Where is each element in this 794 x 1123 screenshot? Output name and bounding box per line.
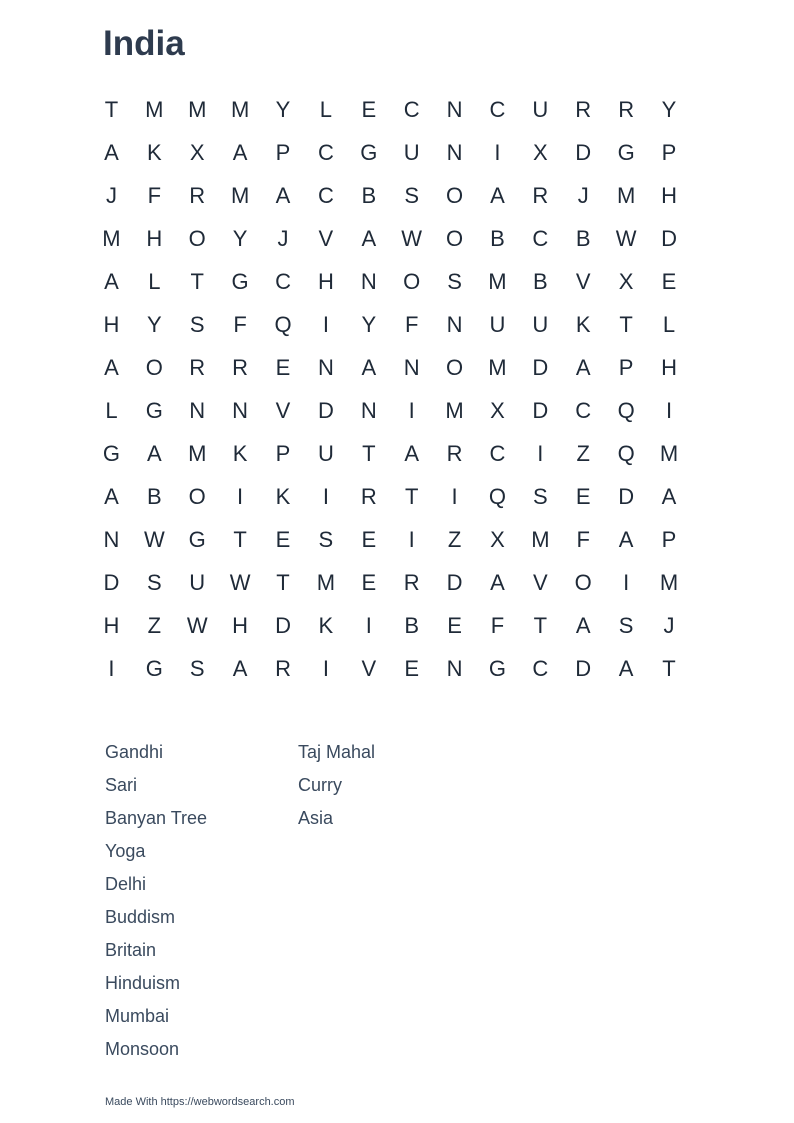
grid-letter: C: [489, 440, 506, 466]
grid-letter: D: [532, 354, 549, 380]
grid-letter: W: [143, 526, 165, 552]
grid-letter: R: [446, 440, 463, 466]
grid-letter: D: [103, 569, 120, 595]
grid-letter: F: [147, 182, 162, 208]
word-list-item: Delhi: [105, 874, 147, 894]
grid-letter: O: [446, 354, 464, 380]
grid-letter: I: [322, 655, 329, 681]
grid-letter: F: [404, 311, 419, 337]
grid-letter: J: [577, 182, 589, 208]
grid-letter: X: [490, 397, 505, 423]
grid-letter: A: [490, 182, 505, 208]
grid-letter: N: [446, 139, 463, 165]
grid-letter: D: [618, 483, 635, 509]
grid-letter: O: [574, 569, 592, 595]
grid-letter: G: [188, 526, 206, 552]
grid-letter: R: [618, 96, 635, 122]
word-list-item: Hinduism: [105, 973, 181, 993]
grid-letter: S: [189, 655, 205, 681]
grid-row: [90, 475, 691, 518]
grid-letter: Y: [661, 96, 677, 122]
grid-letter: B: [490, 225, 505, 251]
grid-letter: E: [275, 354, 291, 380]
grid-letter: A: [618, 655, 634, 681]
grid-letter: L: [148, 268, 161, 294]
grid-letter: D: [446, 569, 463, 595]
grid-row: [90, 518, 691, 561]
word-list-item: Taj Mahal: [298, 742, 376, 762]
grid-row: [90, 561, 691, 604]
grid-letter: N: [360, 268, 377, 294]
grid-letter: N: [446, 655, 463, 681]
grid-letter: P: [275, 139, 291, 165]
grid-letter: C: [575, 397, 592, 423]
grid-letter: A: [232, 655, 248, 681]
grid-row: [90, 303, 691, 346]
grid-letter: A: [232, 139, 248, 165]
grid-letter: C: [532, 655, 549, 681]
grid-letter: T: [104, 96, 119, 122]
grid-row: [90, 88, 691, 131]
grid-letter: U: [317, 440, 334, 466]
grid-letter: I: [537, 440, 544, 466]
grid-letter: T: [233, 526, 247, 552]
grid-letter: T: [362, 440, 376, 466]
grid-letter: R: [532, 182, 549, 208]
grid-letter: M: [659, 569, 679, 595]
word-list-item: Mumbai: [105, 1006, 170, 1026]
grid-letter: L: [105, 397, 118, 423]
grid-letter: I: [365, 612, 372, 638]
grid-row: [90, 346, 691, 389]
grid-row: [90, 389, 691, 432]
grid-letter: T: [190, 268, 204, 294]
grid-letter: D: [275, 612, 291, 638]
grid-letter: F: [233, 311, 247, 337]
grid-letter: G: [617, 139, 635, 165]
grid-letter: B: [146, 483, 162, 509]
grid-letter: S: [533, 483, 548, 509]
grid-letter: X: [189, 139, 205, 165]
word-list-item: Curry: [298, 775, 342, 795]
grid-letter: A: [618, 526, 634, 552]
grid-letter: S: [146, 569, 162, 595]
grid-letter: E: [661, 268, 677, 294]
grid-letter: M: [531, 526, 550, 552]
grid-letter: H: [661, 182, 677, 208]
grid-letter: I: [451, 483, 458, 509]
grid-row: [90, 604, 691, 647]
grid-letter: L: [662, 311, 676, 337]
word-list-item: Banyan Tree: [105, 808, 208, 828]
grid-letter: R: [360, 483, 377, 509]
grid-letter: Q: [488, 483, 507, 509]
grid-letter: P: [275, 440, 291, 466]
grid-letter: T: [276, 569, 290, 595]
grid-letter: A: [275, 182, 291, 208]
grid-letter: T: [619, 311, 633, 337]
grid-letter: M: [230, 182, 250, 208]
grid-letter: E: [275, 526, 291, 552]
grid-letter: A: [575, 612, 591, 638]
grid-letter: O: [403, 268, 421, 294]
grid-letter: P: [618, 354, 634, 380]
grid-letter: S: [404, 182, 420, 208]
grid-letter: C: [403, 96, 420, 122]
grid-letter: V: [318, 225, 334, 251]
word-list-item: Gandhi: [105, 742, 164, 762]
grid-letter: Y: [232, 225, 248, 251]
grid-letter: A: [361, 225, 377, 251]
grid-row: [90, 217, 691, 260]
grid-letter: E: [447, 612, 462, 638]
grid-letter: S: [618, 612, 634, 638]
grid-letter: A: [104, 483, 119, 509]
grid-letter: R: [189, 354, 206, 380]
grid-letter: N: [446, 311, 463, 337]
grid-letter: M: [102, 225, 121, 251]
grid-letter: W: [229, 569, 251, 595]
grid-letter: M: [445, 397, 464, 423]
grid-letter: V: [361, 655, 377, 681]
grid-letter: N: [317, 354, 334, 380]
grid-letter: A: [361, 354, 377, 380]
grid-letter: Y: [361, 311, 377, 337]
grid-letter: Q: [274, 311, 292, 337]
grid-letter: S: [447, 268, 462, 294]
grid-letter: H: [146, 225, 163, 251]
grid-letter: O: [446, 182, 464, 208]
grid-letter: Q: [617, 440, 635, 466]
grid-letter: L: [319, 96, 333, 122]
grid-letter: H: [232, 612, 249, 638]
grid-letter: E: [361, 569, 377, 595]
grid-letter: B: [404, 612, 420, 638]
grid-letter: J: [663, 612, 675, 638]
grid-letter: R: [575, 96, 592, 122]
grid-letter: Y: [275, 96, 291, 122]
word-list-item: Asia: [298, 808, 334, 828]
grid-letter: A: [104, 354, 119, 380]
grid-letter: V: [275, 397, 291, 423]
grid-letter: H: [661, 354, 677, 380]
grid-letter: W: [186, 612, 208, 638]
grid-letter: I: [322, 483, 329, 509]
grid-letter: U: [532, 96, 549, 122]
grid-letter: F: [576, 526, 590, 552]
grid-letter: V: [533, 569, 548, 595]
grid-letter: N: [403, 354, 420, 380]
page-title: India: [103, 24, 185, 63]
grid-letter: K: [575, 311, 591, 337]
grid-letter: I: [408, 397, 415, 423]
grid-letter: R: [189, 182, 206, 208]
grid-letter: D: [575, 139, 592, 165]
grid-letter: C: [317, 182, 334, 208]
grid-letter: V: [575, 268, 591, 294]
grid-letter: D: [575, 655, 592, 681]
grid-letter: X: [490, 526, 505, 552]
grid-letter: R: [232, 354, 249, 380]
grid-letter: U: [532, 311, 549, 337]
grid-letter: M: [145, 96, 164, 122]
footer-credit: Made With https://webwordsearch.com: [105, 1096, 295, 1108]
grid-letter: U: [489, 311, 506, 337]
word-search-grid: [90, 88, 691, 690]
grid-letter: K: [275, 483, 291, 509]
grid-letter: Z: [147, 612, 162, 638]
grid-letter: M: [488, 354, 507, 380]
word-list-column-1: [105, 736, 298, 1066]
word-list-column-2: [298, 736, 491, 1066]
grid-letter: B: [361, 182, 377, 208]
grid-letter: C: [275, 268, 291, 294]
grid-letter: A: [575, 354, 591, 380]
grid-letter: M: [230, 96, 250, 122]
grid-letter: H: [103, 311, 120, 337]
grid-letter: E: [404, 655, 420, 681]
grid-letter: T: [533, 612, 548, 638]
grid-letter: N: [103, 526, 120, 552]
grid-letter: A: [104, 139, 119, 165]
grid-letter: G: [488, 655, 507, 681]
grid-letter: N: [189, 397, 206, 423]
grid-letter: I: [108, 655, 115, 681]
grid-row: [90, 432, 691, 475]
grid-letter: G: [102, 440, 120, 466]
grid-letter: M: [188, 440, 207, 466]
grid-letter: M: [616, 182, 636, 208]
grid-letter: J: [277, 225, 289, 251]
grid-row: [90, 260, 691, 303]
grid-letter: H: [103, 612, 120, 638]
grid-letter: D: [661, 225, 677, 251]
grid-letter: D: [317, 397, 334, 423]
grid-letter: C: [532, 225, 549, 251]
grid-letter: E: [361, 526, 377, 552]
grid-letter: O: [188, 483, 206, 509]
grid-letter: S: [318, 526, 334, 552]
grid-letter: S: [189, 311, 205, 337]
grid-letter: Z: [447, 526, 462, 552]
grid-letter: N: [232, 397, 249, 423]
grid-letter: K: [232, 440, 248, 466]
grid-letter: N: [360, 397, 377, 423]
grid-letter: O: [145, 354, 163, 380]
grid-letter: Z: [576, 440, 590, 466]
grid-letter: E: [361, 96, 377, 122]
grid-letter: O: [188, 225, 206, 251]
grid-letter: X: [533, 139, 548, 165]
grid-letter: F: [490, 612, 505, 638]
word-list-item: Buddism: [105, 907, 176, 927]
grid-letter: O: [446, 225, 464, 251]
word-list-item: Monsoon: [105, 1039, 180, 1059]
grid-letter: C: [317, 139, 334, 165]
grid-letter: X: [618, 268, 634, 294]
grid-letter: I: [665, 397, 673, 423]
grid-letter: P: [661, 139, 677, 165]
grid-row: [90, 647, 691, 690]
grid-row: [90, 174, 691, 217]
grid-letter: M: [659, 440, 679, 466]
grid-letter: P: [661, 526, 677, 552]
grid-letter: U: [403, 139, 420, 165]
grid-letter: G: [145, 655, 163, 681]
grid-letter: N: [446, 96, 463, 122]
grid-letter: I: [494, 139, 501, 165]
grid-letter: I: [237, 483, 244, 509]
grid-letter: Q: [617, 397, 635, 423]
grid-letter: W: [401, 225, 423, 251]
grid-letter: U: [189, 569, 206, 595]
grid-letter: R: [403, 569, 420, 595]
grid-letter: H: [317, 268, 334, 294]
word-list: [105, 736, 491, 1066]
grid-letter: I: [322, 311, 329, 337]
grid-letter: A: [661, 483, 677, 509]
grid-letter: E: [575, 483, 591, 509]
word-list-item: Yoga: [105, 841, 146, 861]
grid-letter: R: [275, 655, 291, 681]
grid-letter: I: [623, 569, 630, 595]
grid-letter: M: [316, 569, 336, 595]
word-list-item: Britain: [105, 940, 157, 960]
grid-letter: A: [146, 440, 162, 466]
grid-letter: A: [104, 268, 119, 294]
grid-letter: G: [360, 139, 378, 165]
grid-letter: C: [489, 96, 506, 122]
grid-letter: W: [615, 225, 637, 251]
grid-letter: D: [532, 397, 549, 423]
grid-letter: M: [188, 96, 207, 122]
word-list-item: Sari: [105, 775, 138, 795]
grid-letter: B: [533, 268, 548, 294]
grid-letter: T: [662, 655, 676, 681]
grid-letter: G: [231, 268, 249, 294]
grid-row: [90, 131, 691, 174]
grid-letter: K: [146, 139, 162, 165]
grid-letter: B: [575, 225, 591, 251]
grid-letter: A: [404, 440, 420, 466]
grid-letter: G: [145, 397, 163, 423]
grid-letter: M: [488, 268, 507, 294]
grid-letter: T: [404, 483, 419, 509]
grid-letter: J: [105, 182, 117, 208]
grid-letter: A: [490, 569, 505, 595]
grid-letter: Y: [146, 311, 162, 337]
grid-letter: K: [318, 612, 334, 638]
grid-letter: I: [408, 526, 415, 552]
